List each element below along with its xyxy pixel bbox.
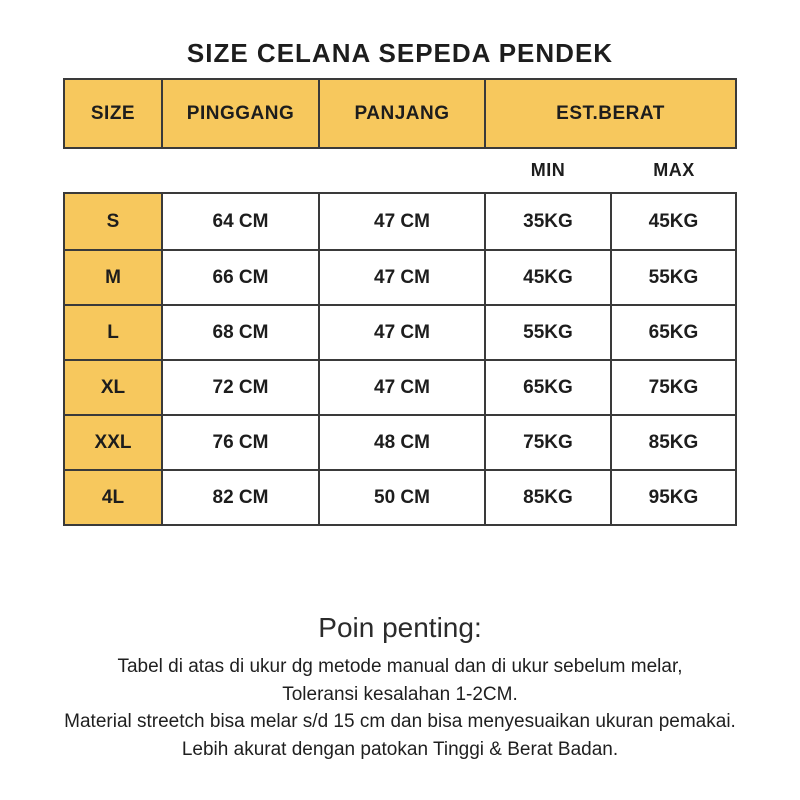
subheader-spacer — [319, 149, 485, 192]
subheader-max: MAX — [653, 160, 695, 180]
cell-max: 95KG — [610, 471, 735, 524]
header-cell-size: SIZE — [90, 102, 136, 124]
table-row — [65, 414, 735, 469]
subheader-min: MIN — [530, 160, 566, 180]
notes-heading: Poin penting: — [318, 612, 482, 643]
cell-panjang: 47 CM — [318, 251, 484, 304]
table-header-row — [63, 78, 737, 149]
page-title: SIZE CELANA SEPEDA PENDEK — [186, 38, 614, 68]
header-cell-pinggang: PINGGANG — [161, 80, 318, 147]
cell-max: 65KG — [610, 306, 735, 359]
cell-max: 85KG — [610, 416, 735, 469]
cell-min: 85KG — [484, 471, 610, 524]
cell-panjang: 48 CM — [318, 416, 484, 469]
cell-size: XXL — [65, 416, 161, 469]
cell-panjang: 47 CM — [318, 306, 484, 359]
cell-size: XL — [65, 361, 161, 414]
note-line: Lebih akurat dengan patokan Tinggi & Berat Badan. — [181, 738, 619, 760]
note-line: Toleransi kesalahan 1-2CM. — [282, 683, 518, 705]
cell-pinggang: 76 CM — [161, 416, 318, 469]
cell-size: S — [65, 194, 161, 249]
cell-min: 35KG — [484, 194, 610, 249]
cell-min: 55KG — [484, 306, 610, 359]
cell-min: 75KG — [484, 416, 610, 469]
header-cell-est-berat: EST.BERAT — [484, 80, 735, 147]
notes — [0, 653, 800, 763]
cell-min: 65KG — [484, 361, 610, 414]
table-row — [65, 304, 735, 359]
note-line: Material streetch bisa melar s/d 15 cm dan bisa menyesuaikan ukuran pemakai. — [64, 711, 736, 732]
table-row — [65, 359, 735, 414]
cell-max: 45KG — [610, 194, 735, 249]
note-line: Tabel di atas di ukur dg metode manual dan di ukur sebelum melar, — [117, 656, 683, 677]
cell-min: 45KG — [484, 251, 610, 304]
table-row — [65, 194, 735, 249]
cell-panjang: 47 CM — [318, 361, 484, 414]
cell-panjang: 50 CM — [318, 471, 484, 524]
subheader-spacer — [161, 149, 319, 192]
table-body — [63, 192, 737, 526]
table-row — [65, 469, 735, 524]
cell-pinggang: 68 CM — [161, 306, 318, 359]
cell-pinggang: 64 CM — [161, 194, 318, 249]
size-table — [63, 78, 737, 526]
subheader-spacer — [63, 149, 161, 192]
cell-pinggang: 82 CM — [161, 471, 318, 524]
cell-size: M — [65, 251, 161, 304]
cell-max: 55KG — [610, 251, 735, 304]
cell-size: L — [65, 306, 161, 359]
cell-max: 75KG — [610, 361, 735, 414]
cell-pinggang: 66 CM — [161, 251, 318, 304]
cell-size: 4L — [65, 471, 161, 524]
header-cell-panjang: PANJANG — [318, 80, 484, 147]
cell-pinggang: 72 CM — [161, 361, 318, 414]
table-row — [65, 249, 735, 304]
cell-panjang: 47 CM — [318, 194, 484, 249]
subheader-row — [63, 149, 737, 192]
